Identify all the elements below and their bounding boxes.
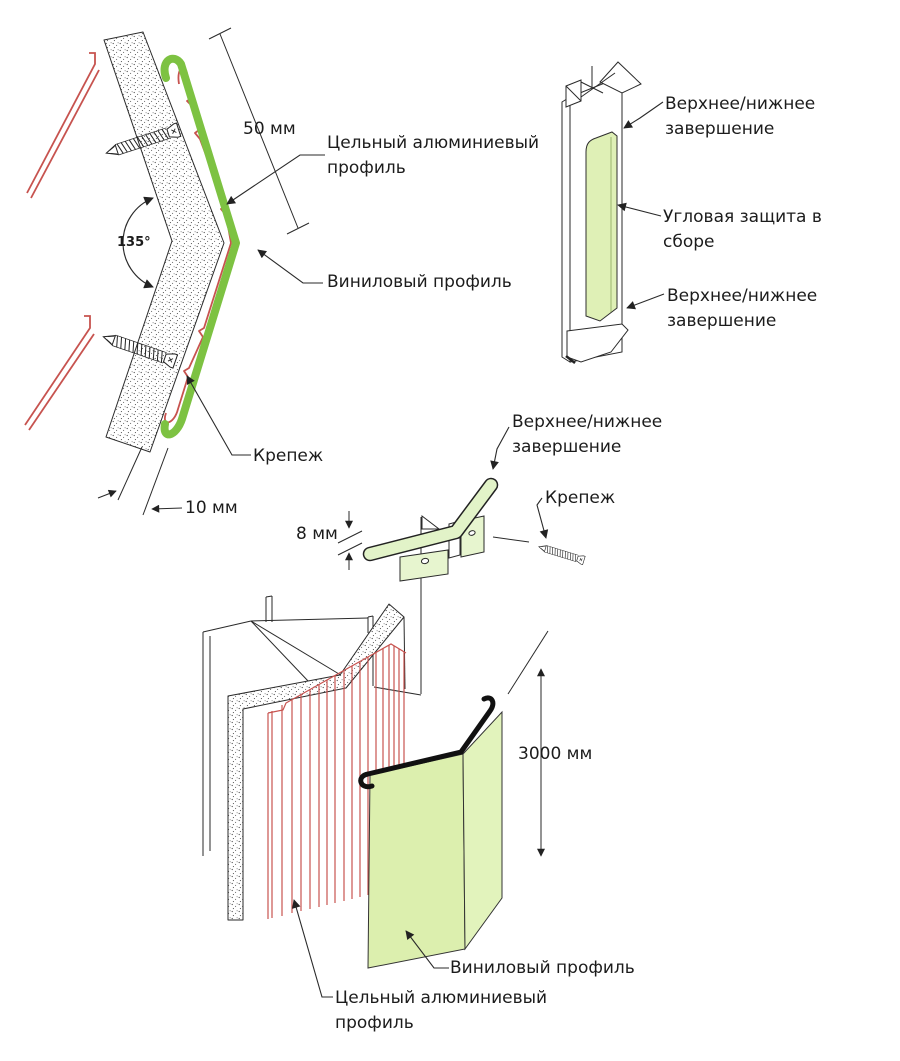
- label-top-cap-line2: завершение: [665, 119, 775, 139]
- label-vinyl-profile: Виниловый профиль: [327, 272, 512, 292]
- label-dim-3000mm: 3000 мм: [518, 744, 593, 764]
- label-fastener: Крепеж: [253, 446, 324, 466]
- label-aluminum-profile-line2: профиль: [327, 158, 406, 178]
- dim-8mm: [338, 511, 362, 570]
- dim-10mm: [98, 447, 182, 515]
- label-dim-8mm: 8 мм: [296, 524, 338, 544]
- assembly-drawing: [562, 62, 664, 363]
- label-aluminum-bottom-line1: Цельный алюминиевый: [335, 988, 548, 1008]
- exploded-drawing: [203, 596, 548, 997]
- label-vinyl-profile-bottom: Виниловый профиль: [450, 958, 635, 978]
- label-fastener-middle: Крепеж: [545, 488, 616, 508]
- label-bottom-cap-line1: Верхнее/нижнее: [667, 286, 818, 306]
- label-aluminum-bottom-line2: профиль: [335, 1013, 414, 1033]
- label-corner-guard-line2: сборе: [663, 232, 715, 252]
- label-aluminum-profile-line1: Цельный алюминиевый: [327, 133, 540, 153]
- label-top-cap-line1: Верхнее/нижнее: [665, 94, 816, 114]
- vinyl-panel-front: [368, 754, 465, 968]
- vinyl-panel-side: [463, 712, 502, 949]
- label-corner-guard-line1: Угловая защита в: [663, 207, 822, 227]
- siding-panels: [25, 53, 99, 430]
- end-cap-drawing: [338, 427, 585, 694]
- label-end-cap-line1: Верхнее/нижнее: [512, 412, 663, 432]
- corner-guard-insert: [586, 132, 617, 321]
- label-dim-50mm: 50 мм: [243, 119, 296, 139]
- assembly-leaders: [618, 102, 664, 308]
- label-bottom-cap-line2: завершение: [667, 311, 777, 331]
- corner-section-drawing: [25, 28, 325, 515]
- label-dim-10mm: 10 мм: [185, 498, 238, 518]
- label-end-cap-line2: завершение: [512, 437, 622, 457]
- label-angle-135: 135°: [117, 235, 151, 250]
